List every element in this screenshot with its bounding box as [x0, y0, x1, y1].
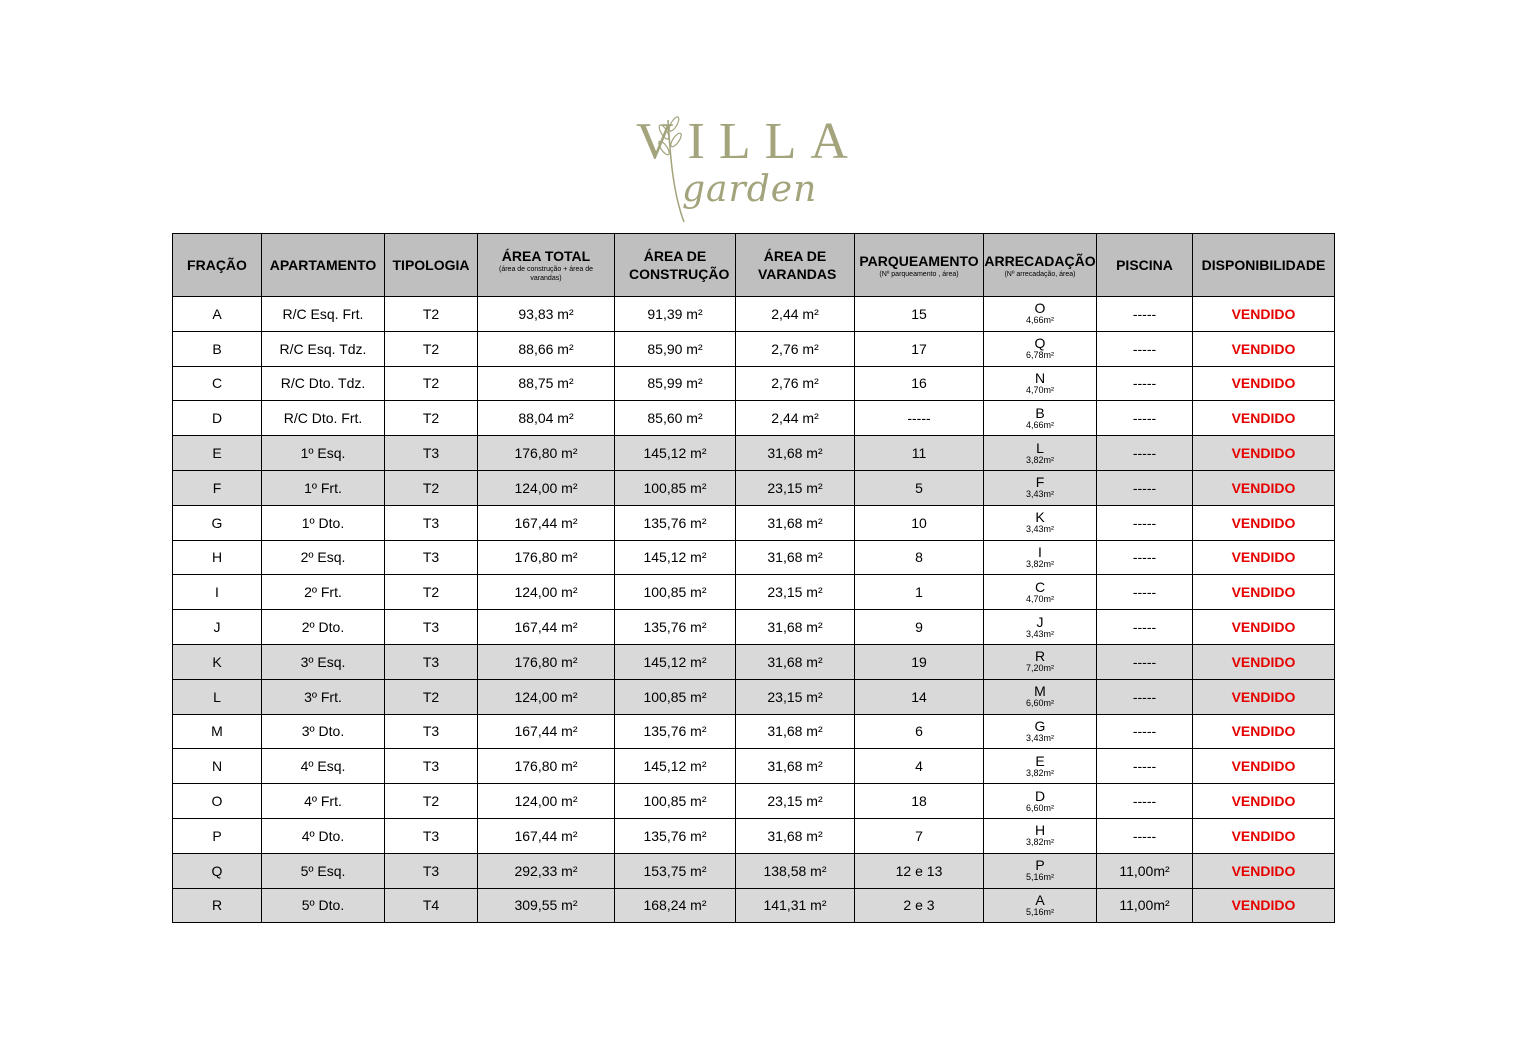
cell-arrecadacao — [984, 610, 1097, 645]
cell-area-total: 88,66 m² — [478, 331, 615, 366]
cell-fracao: D — [173, 401, 262, 436]
cell-tipologia: T3 — [385, 749, 478, 784]
cell-disponibilidade: VENDIDO — [1193, 644, 1335, 679]
cell-area-construcao: 100,85 m² — [615, 679, 736, 714]
cell-fracao: L — [173, 679, 262, 714]
cell-apartamento: R/C Esq. Tdz. — [262, 331, 385, 366]
cell-area-varandas: 141,31 m² — [736, 888, 855, 923]
table-row — [173, 610, 1335, 645]
cell-piscina: 11,00m² — [1097, 853, 1193, 888]
storage-unit-area: 6,60m² — [1025, 802, 1054, 813]
cell-apartamento: 3º Frt. — [262, 679, 385, 714]
cell-piscina: ----- — [1097, 644, 1193, 679]
cell-apartamento: 2º Dto. — [262, 610, 385, 645]
storage-unit-letter: B — [1035, 404, 1045, 421]
cell-apartamento: 4º Dto. — [262, 818, 385, 853]
cell-tipologia: T2 — [385, 401, 478, 436]
cell-parqueamento: 19 — [855, 644, 984, 679]
cell-tipologia: T3 — [385, 853, 478, 888]
cell-piscina: ----- — [1097, 436, 1193, 471]
cell-parqueamento: 9 — [855, 610, 984, 645]
header-area-construcao: ÁREA DE CONSTRUÇÃO — [615, 234, 736, 297]
cell-piscina: ----- — [1097, 610, 1193, 645]
table-row — [173, 505, 1335, 540]
storage-unit-letter: D — [1034, 787, 1046, 804]
cell-parqueamento: 5 — [855, 470, 984, 505]
cell-tipologia: T2 — [385, 331, 478, 366]
cell-tipologia: T2 — [385, 297, 478, 332]
cell-arrecadacao — [984, 784, 1097, 819]
cell-area-varandas: 31,68 m² — [736, 714, 855, 749]
cell-area-total: 124,00 m² — [478, 470, 615, 505]
cell-tipologia: T4 — [385, 888, 478, 923]
cell-tipologia: T3 — [385, 540, 478, 575]
cell-area-total: 124,00 m² — [478, 784, 615, 819]
cell-tipologia: T3 — [385, 610, 478, 645]
cell-arrecadacao — [984, 818, 1097, 853]
cell-fracao: O — [173, 784, 262, 819]
cell-area-total: 176,80 m² — [478, 540, 615, 575]
cell-disponibilidade: VENDIDO — [1193, 366, 1335, 401]
cell-tipologia: T3 — [385, 818, 478, 853]
storage-unit-letter: K — [1035, 509, 1045, 526]
cell-parqueamento: 10 — [855, 505, 984, 540]
cell-disponibilidade: VENDIDO — [1193, 888, 1335, 923]
cell-area-total: 88,75 m² — [478, 366, 615, 401]
cell-arrecadacao — [984, 679, 1097, 714]
cell-area-construcao: 91,39 m² — [615, 297, 736, 332]
cell-arrecadacao — [984, 540, 1097, 575]
table-row — [173, 575, 1335, 610]
cell-apartamento: 3º Esq. — [262, 644, 385, 679]
cell-apartamento: R/C Esq. Frt. — [262, 297, 385, 332]
cell-disponibilidade: VENDIDO — [1193, 297, 1335, 332]
cell-parqueamento: 8 — [855, 540, 984, 575]
cell-area-varandas: 31,68 m² — [736, 505, 855, 540]
cell-apartamento: 4º Esq. — [262, 749, 385, 784]
cell-fracao: F — [173, 470, 262, 505]
storage-unit-area: 3,82m² — [1025, 558, 1054, 569]
storage-unit-area: 6,78m² — [1025, 350, 1054, 361]
cell-parqueamento: 1 — [855, 575, 984, 610]
cell-area-total: 309,55 m² — [478, 888, 615, 923]
cell-area-varandas: 23,15 m² — [736, 784, 855, 819]
cell-fracao: M — [173, 714, 262, 749]
cell-area-varandas: 2,44 m² — [736, 297, 855, 332]
cell-area-construcao: 100,85 m² — [615, 784, 736, 819]
table-row — [173, 540, 1335, 575]
storage-unit-letter: R — [1034, 648, 1046, 665]
cell-disponibilidade: VENDIDO — [1193, 679, 1335, 714]
cell-piscina: ----- — [1097, 784, 1193, 819]
storage-unit-area: 6,60m² — [1025, 698, 1054, 709]
header-area-total-note: (área de construção + área de varandas) — [499, 266, 593, 282]
cell-piscina: ----- — [1097, 679, 1193, 714]
cell-arrecadacao — [984, 749, 1097, 784]
storage-unit-letter: F — [1035, 474, 1045, 491]
cell-area-total: 167,44 m² — [478, 714, 615, 749]
cell-disponibilidade: VENDIDO — [1193, 749, 1335, 784]
cell-area-varandas: 31,68 m² — [736, 818, 855, 853]
storage-unit-area: 3,82m² — [1025, 767, 1054, 778]
cell-arrecadacao — [984, 888, 1097, 923]
header-tipologia: TIPOLOGIA — [385, 234, 478, 297]
header-apartamento: APARTAMENTO — [262, 234, 385, 297]
storage-unit-letter: G — [1034, 717, 1046, 734]
cell-area-construcao: 145,12 m² — [615, 749, 736, 784]
table-row — [173, 679, 1335, 714]
cell-parqueamento: ----- — [855, 401, 984, 436]
cell-area-varandas: 23,15 m² — [736, 679, 855, 714]
cell-piscina: 11,00m² — [1097, 888, 1193, 923]
cell-fracao: G — [173, 505, 262, 540]
cell-piscina: ----- — [1097, 366, 1193, 401]
cell-fracao: I — [173, 575, 262, 610]
cell-parqueamento: 12 e 13 — [855, 853, 984, 888]
storage-unit-letter: J — [1036, 613, 1044, 630]
table-row — [173, 436, 1335, 471]
cell-parqueamento: 17 — [855, 331, 984, 366]
header-area-varandas: ÁREA DE VARANDAS — [736, 234, 855, 297]
cell-area-varandas: 31,68 m² — [736, 644, 855, 679]
cell-fracao: N — [173, 749, 262, 784]
storage-unit-letter: A — [1035, 891, 1045, 908]
cell-tipologia: T2 — [385, 575, 478, 610]
cell-apartamento: 1º Esq. — [262, 436, 385, 471]
cell-apartamento: 1º Dto. — [262, 505, 385, 540]
cell-area-varandas: 2,76 m² — [736, 331, 855, 366]
cell-area-varandas: 23,15 m² — [736, 470, 855, 505]
storage-unit-letter: Q — [1034, 335, 1046, 352]
cell-fracao: C — [173, 366, 262, 401]
storage-unit-area: 5,16m² — [1025, 906, 1054, 917]
cell-area-construcao: 135,76 m² — [615, 714, 736, 749]
storage-unit-letter: L — [1036, 439, 1044, 456]
storage-unit-area: 3,43m² — [1025, 489, 1054, 500]
table-row — [173, 331, 1335, 366]
cell-area-construcao: 100,85 m² — [615, 470, 736, 505]
cell-parqueamento: 14 — [855, 679, 984, 714]
cell-arrecadacao — [984, 575, 1097, 610]
header-parqueamento: PARQUEAMENTO (Nº parqueamento , área) — [855, 234, 984, 297]
cell-area-construcao: 145,12 m² — [615, 436, 736, 471]
cell-apartamento: R/C Dto. Tdz. — [262, 366, 385, 401]
storage-unit-letter: C — [1034, 578, 1046, 595]
cell-piscina: ----- — [1097, 714, 1193, 749]
cell-apartamento: R/C Dto. Frt. — [262, 401, 385, 436]
header-parqueamento-note: (Nº parqueamento , área) — [879, 270, 959, 278]
table-row — [173, 401, 1335, 436]
storage-unit-letter: M — [1034, 683, 1046, 700]
cell-parqueamento: 11 — [855, 436, 984, 471]
cell-area-total: 292,33 m² — [478, 853, 615, 888]
cell-area-total: 176,80 m² — [478, 749, 615, 784]
cell-disponibilidade: VENDIDO — [1193, 818, 1335, 853]
cell-parqueamento: 4 — [855, 749, 984, 784]
cell-arrecadacao — [984, 853, 1097, 888]
cell-area-construcao: 168,24 m² — [615, 888, 736, 923]
cell-tipologia: T3 — [385, 505, 478, 540]
cell-apartamento: 5º Dto. — [262, 888, 385, 923]
cell-piscina: ----- — [1097, 540, 1193, 575]
logo-wordmark: VILLA — [636, 113, 862, 170]
cell-disponibilidade: VENDIDO — [1193, 470, 1335, 505]
cell-area-construcao: 145,12 m² — [615, 644, 736, 679]
storage-unit-area: 3,43m² — [1025, 524, 1054, 535]
table-row — [173, 297, 1335, 332]
cell-apartamento: 1º Frt. — [262, 470, 385, 505]
cell-tipologia: T2 — [385, 679, 478, 714]
table-row — [173, 644, 1335, 679]
header-piscina: PISCINA — [1097, 234, 1193, 297]
cell-fracao: E — [173, 436, 262, 471]
cell-piscina: ----- — [1097, 505, 1193, 540]
cell-parqueamento: 6 — [855, 714, 984, 749]
header-fracao: FRAÇÃO — [173, 234, 262, 297]
storage-unit-letter: N — [1034, 369, 1046, 386]
cell-fracao: Q — [173, 853, 262, 888]
cell-tipologia: T3 — [385, 436, 478, 471]
cell-apartamento: 2º Frt. — [262, 575, 385, 610]
cell-parqueamento: 15 — [855, 297, 984, 332]
storage-unit-area: 3,82m² — [1025, 454, 1054, 465]
cell-apartamento: 2º Esq. — [262, 540, 385, 575]
cell-parqueamento: 18 — [855, 784, 984, 819]
cell-arrecadacao — [984, 366, 1097, 401]
cell-area-varandas: 138,58 m² — [736, 853, 855, 888]
cell-piscina: ----- — [1097, 297, 1193, 332]
cell-piscina: ----- — [1097, 818, 1193, 853]
cell-area-construcao: 153,75 m² — [615, 853, 736, 888]
cell-tipologia: T2 — [385, 470, 478, 505]
storage-unit-area: 3,82m² — [1025, 837, 1054, 848]
cell-disponibilidade: VENDIDO — [1193, 331, 1335, 366]
cell-piscina: ----- — [1097, 401, 1193, 436]
cell-area-construcao: 135,76 m² — [615, 505, 736, 540]
cell-arrecadacao — [984, 644, 1097, 679]
storage-unit-letter: I — [1038, 543, 1042, 560]
logo-script-text: garden — [682, 169, 818, 210]
units-table — [172, 233, 1335, 923]
cell-area-total: 167,44 m² — [478, 610, 615, 645]
header-disponibilidade: DISPONIBILIDADE — [1193, 234, 1335, 297]
table-row — [173, 818, 1335, 853]
header-arrecadacao: ARRECADAÇÃO (Nº arrecadação, área) — [984, 234, 1097, 297]
table-row — [173, 853, 1335, 888]
storage-unit-area: 4,66m² — [1025, 315, 1054, 326]
storage-unit-area: 5,16m² — [1025, 872, 1054, 883]
cell-disponibilidade: VENDIDO — [1193, 714, 1335, 749]
villa-garden-logo — [630, 110, 860, 228]
storage-unit-area: 7,20m² — [1025, 663, 1054, 674]
cell-arrecadacao — [984, 470, 1097, 505]
cell-arrecadacao — [984, 436, 1097, 471]
cell-area-varandas: 31,68 m² — [736, 610, 855, 645]
cell-area-construcao: 85,60 m² — [615, 401, 736, 436]
cell-area-total: 167,44 m² — [478, 505, 615, 540]
storage-unit-letter: P — [1035, 857, 1045, 874]
cell-area-construcao: 135,76 m² — [615, 818, 736, 853]
cell-area-total: 176,80 m² — [478, 644, 615, 679]
cell-disponibilidade: VENDIDO — [1193, 784, 1335, 819]
cell-parqueamento: 2 e 3 — [855, 888, 984, 923]
table-row — [173, 784, 1335, 819]
cell-arrecadacao — [984, 505, 1097, 540]
cell-fracao: K — [173, 644, 262, 679]
cell-area-total: 124,00 m² — [478, 679, 615, 714]
table-row — [173, 470, 1335, 505]
storage-unit-area: 4,66m² — [1025, 419, 1054, 430]
cell-disponibilidade: VENDIDO — [1193, 575, 1335, 610]
storage-unit-letter: E — [1035, 752, 1045, 769]
cell-area-total: 167,44 m² — [478, 818, 615, 853]
cell-arrecadacao — [984, 714, 1097, 749]
cell-area-varandas: 31,68 m² — [736, 436, 855, 471]
cell-area-construcao: 85,99 m² — [615, 366, 736, 401]
cell-piscina: ----- — [1097, 331, 1193, 366]
cell-fracao: J — [173, 610, 262, 645]
table-header-row — [173, 234, 1335, 297]
storage-unit-letter: O — [1034, 300, 1046, 317]
storage-unit-area: 3,43m² — [1025, 628, 1054, 639]
header-arrecadacao-note: (Nº arrecadação, área) — [1004, 270, 1076, 278]
cell-disponibilidade: VENDIDO — [1193, 610, 1335, 645]
cell-piscina: ----- — [1097, 470, 1193, 505]
cell-area-total: 124,00 m² — [478, 575, 615, 610]
cell-disponibilidade: VENDIDO — [1193, 853, 1335, 888]
cell-arrecadacao — [984, 401, 1097, 436]
table-row — [173, 714, 1335, 749]
storage-unit-area: 4,70m² — [1025, 593, 1054, 604]
cell-area-construcao: 135,76 m² — [615, 610, 736, 645]
cell-tipologia: T2 — [385, 784, 478, 819]
cell-area-varandas: 2,44 m² — [736, 401, 855, 436]
cell-piscina: ----- — [1097, 749, 1193, 784]
cell-apartamento: 5º Esq. — [262, 853, 385, 888]
cell-area-total: 176,80 m² — [478, 436, 615, 471]
cell-disponibilidade: VENDIDO — [1193, 540, 1335, 575]
cell-piscina: ----- — [1097, 575, 1193, 610]
cell-apartamento: 4º Frt. — [262, 784, 385, 819]
cell-arrecadacao — [984, 331, 1097, 366]
cell-area-total: 88,04 m² — [478, 401, 615, 436]
storage-unit-area: 4,70m² — [1025, 384, 1054, 395]
storage-unit-letter: H — [1034, 822, 1046, 839]
cell-disponibilidade: VENDIDO — [1193, 436, 1335, 471]
cell-fracao: H — [173, 540, 262, 575]
cell-apartamento: 3º Dto. — [262, 714, 385, 749]
cell-arrecadacao — [984, 297, 1097, 332]
header-area-total: ÁREA TOTAL (área de construção + área de varandas) — [478, 234, 615, 297]
cell-fracao: P — [173, 818, 262, 853]
cell-disponibilidade: VENDIDO — [1193, 505, 1335, 540]
cell-area-construcao: 145,12 m² — [615, 540, 736, 575]
cell-area-construcao: 85,90 m² — [615, 331, 736, 366]
storage-unit-area: 3,43m² — [1025, 732, 1054, 743]
cell-fracao: R — [173, 888, 262, 923]
cell-area-varandas: 23,15 m² — [736, 575, 855, 610]
cell-area-varandas: 31,68 m² — [736, 540, 855, 575]
cell-tipologia: T3 — [385, 714, 478, 749]
cell-area-construcao: 100,85 m² — [615, 575, 736, 610]
cell-fracao: A — [173, 297, 262, 332]
cell-area-varandas: 2,76 m² — [736, 366, 855, 401]
cell-tipologia: T2 — [385, 366, 478, 401]
table-row — [173, 749, 1335, 784]
table-row — [173, 366, 1335, 401]
cell-area-varandas: 31,68 m² — [736, 749, 855, 784]
cell-tipologia: T3 — [385, 644, 478, 679]
cell-parqueamento: 16 — [855, 366, 984, 401]
table-row — [173, 888, 1335, 923]
cell-parqueamento: 7 — [855, 818, 984, 853]
cell-fracao: B — [173, 331, 262, 366]
cell-area-total: 93,83 m² — [478, 297, 615, 332]
cell-disponibilidade: VENDIDO — [1193, 401, 1335, 436]
